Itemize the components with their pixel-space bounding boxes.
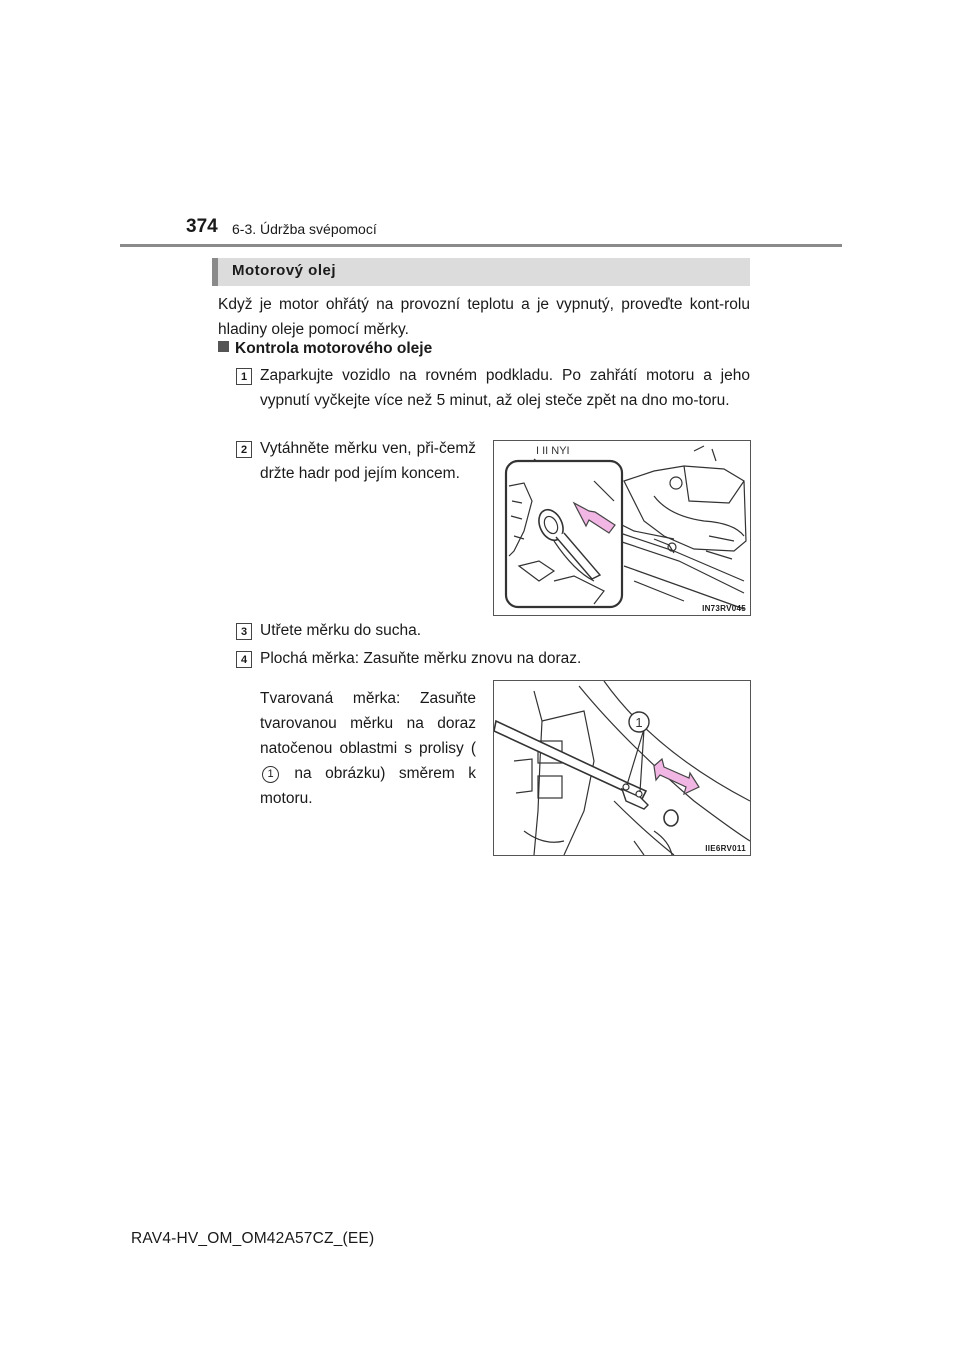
- header-section-title: 6-3. Údržba svépomocí: [232, 221, 377, 237]
- figure-dipstick-removal: [493, 440, 751, 616]
- step-4-shaped-dipstick-text: [260, 686, 476, 811]
- engine-illustration-1: [494, 441, 750, 615]
- step-3-text: Utřete měrku do sucha.: [260, 622, 422, 639]
- section-title-bar: [212, 258, 750, 286]
- callout-1-inline: 1: [262, 766, 279, 783]
- step-2-text: Vytáhněte měrku ven, při-čemž držte hadr pod jejím koncem.: [260, 440, 476, 482]
- step-badge-3: 3: [236, 623, 252, 640]
- step-4-extra-before: Tvarovaná měrka: Zasuňte tvarovanou měrku na doraz natočenou oblastmi s prolisy (: [260, 690, 476, 757]
- step-1-text: Zaparkujte vozidlo na rovném podkladu. Po zahřátí motoru a jeho vypnutí vyčkejte více než 5 minut, až olej steče zpět na dno mo-toru.: [260, 367, 750, 409]
- insert-arrow-icon: [654, 759, 699, 794]
- figure-1-code: IN73RV045: [702, 604, 746, 613]
- step-badge-2: 2: [236, 441, 252, 458]
- step-4-extra-after: na obrázku) směrem k motoru.: [260, 765, 476, 807]
- intro-paragraph: Když je motor ohřátý na provozní teplotu a je vypnutý, proveďte kont-rolu hladiny oleje pomocí měrky.: [218, 296, 750, 338]
- header-rule: [120, 244, 842, 247]
- footer-document-code: RAV4-HV_OM_OM42A57CZ_(EE): [131, 1230, 375, 1247]
- section-title: Motorový olej: [232, 262, 337, 279]
- figure-dipstick-insertion: [493, 680, 751, 856]
- subheading: [218, 340, 432, 358]
- subheading-text: Kontrola motorového oleje: [235, 340, 433, 357]
- page-number: 374: [186, 216, 218, 237]
- step-4-text: Plochá měrka: Zasuňte měrku znovu na doraz.: [260, 650, 582, 667]
- step-badge-4: 4: [236, 651, 252, 668]
- step-badge-1: 1: [236, 368, 252, 385]
- figure-2-code: IIE6RV011: [705, 844, 746, 853]
- fig1-top-label: I II NYI: [536, 445, 570, 457]
- engine-illustration-2: [494, 681, 750, 855]
- square-bullet-icon: [218, 341, 229, 352]
- fig2-callout-label: 1: [635, 715, 643, 730]
